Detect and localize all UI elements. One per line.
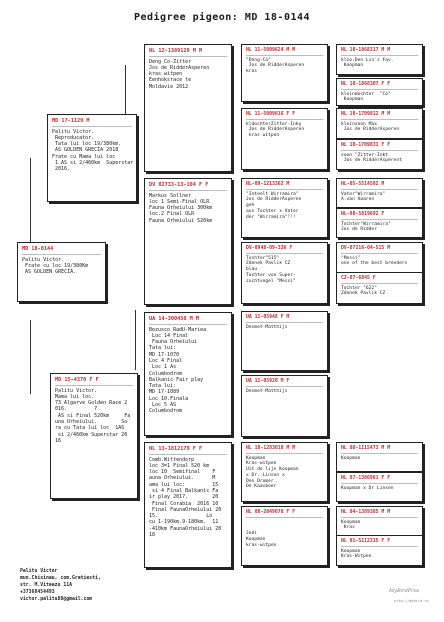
gggp-info: kleindochter "Co" Koopman: [341, 91, 391, 103]
sire-card[interactable]: [47, 114, 137, 202]
sire-ring: MD 17-1129 M: [52, 118, 132, 127]
gg-grandparent-card[interactable]: [336, 535, 423, 566]
gggp-info: "Messi" one of the best breeders: [341, 255, 408, 267]
dam-card[interactable]: [50, 373, 138, 499]
gggp-info: Vater"Wirramira" A.van Haaren: [341, 191, 386, 203]
gggp-info: Tochter "622" Zdenek Pavlik CZ: [341, 285, 386, 297]
connector-line: [30, 320, 31, 394]
ggp-info: kldochterZitter-Inky Jos de RidderAsperen kras witpen: [246, 121, 305, 139]
great-grandparent-card[interactable]: [241, 108, 328, 170]
grandparent-info: Bezusco RadU-Mariea Loc 14 Final Fauna Orheiului Tata lui: MD 17-1070 Loc 4 Final Loc 1 As Columbodrom Balkanic Fair play Tata lui: MD 17-1089 Loc 10.Finala Loc 5 AS Columbodrom: [149, 326, 207, 415]
grandparent-card[interactable]: [144, 442, 232, 568]
grandparent-info: Markus Sollner loc 1 Semi-Final OLR Fauna Orheiului 300km loc.2 Final OLR Fauna Orheiului 520km: [149, 192, 213, 224]
grandparent-card[interactable]: [144, 178, 232, 305]
gggp-ring: NL 10-1709831 F F: [341, 143, 418, 151]
gg-grandparent-card[interactable]: [336, 272, 423, 304]
gggp-info: Koopman: [341, 455, 361, 461]
gggp-info: kleinzoon Max Jos de RidderAsperen: [341, 121, 400, 133]
gg-grandparent-card[interactable]: [336, 442, 423, 472]
gggp-info: Koopman Kras-Witpen: [341, 548, 372, 560]
great-grandparent-card[interactable]: [241, 242, 328, 304]
gg-grandparent-card[interactable]: [336, 44, 423, 75]
ggp-ring: NL 11-5009624 M M: [246, 48, 323, 56]
ggp-ring: UA 11-05920 M F: [246, 379, 323, 387]
gggp-ring: NL 10-1868307 F F: [341, 82, 418, 90]
ggp-info: "Deng-Co" Jos de RidderAsperen kras: [246, 57, 305, 75]
ggp-info: Koopman Kras-witpen Uit de lijn Koopman x Dr. Linsen x Den Dromer. De Kaasboer: [246, 455, 299, 490]
ggp-ring: UA 11-05948 F M: [246, 315, 323, 323]
subject-info: Palitu Victor. Frate cu loc 19/380Km AS GOLDEN GRECIA.: [22, 256, 89, 276]
ggp-ring: NL 08-2049078 F F: [246, 510, 323, 518]
ggp-ring: NL-09-1213362 M: [246, 182, 323, 190]
gggp-ring: NL 04-1389385 M M: [341, 510, 418, 518]
gg-grandparent-card[interactable]: [336, 78, 423, 106]
gggp-ring: NL 07-1386961 F F: [341, 476, 418, 484]
ggp-ring: DV-0948-09-336 F: [246, 246, 323, 254]
gg-grandparent-card[interactable]: [336, 242, 423, 273]
gggp-ring: DV-07216-04-515 M: [341, 246, 418, 254]
gggp-ring: NL-05-5514502 M: [341, 182, 418, 190]
gggp-ring: CZ-07-6845 F: [341, 276, 418, 284]
grandparent-info: Comb.Wittendorp loc 3=1 Final 520 km loc 10 Semifinal F auna Orheiului. M ama lui loc: 15 si 4 Final Balkanic Fa ir play 2017. 20 Final Corabia 2016 10 Final FaunaOrheiului 20 15. Lo cu 1-190km.9-180km. 11 -410km FaunaOrheiului 20 18: [149, 456, 222, 539]
page-title: Pedigree pigeon: MD 18-0144: [133, 12, 311, 23]
great-grandparent-card[interactable]: [241, 506, 328, 566]
subject-card[interactable]: [17, 242, 106, 302]
subject-ring: MD 18-0144: [22, 246, 101, 255]
gg-grandparent-card[interactable]: [336, 178, 423, 208]
connector-line: [125, 65, 126, 115]
ggp-info: Tochter"515" Zdenek Pavlik CZ blau Tochter von Super- zuchtvogel "Messi": [246, 255, 296, 284]
great-grandparent-card[interactable]: [241, 178, 328, 238]
gggp-info: Koopman x Dr Linsen: [341, 485, 394, 491]
great-grandparent-card[interactable]: [241, 44, 328, 102]
ggp-info: Desmet-Matthijs: [246, 324, 288, 330]
ggp-ring: NL 11-5009616 F F: [246, 112, 323, 120]
gggp-info: zoon "Zitter-Inkt Jos de RidderAsperent: [341, 152, 402, 164]
gg-grandparent-card[interactable]: [336, 472, 423, 502]
gggp-info: Koopman Kras: [341, 519, 361, 531]
grandparent-ring: DV 02733-13-104 F F: [149, 182, 227, 191]
gggp-ring: NL-08-5819692 F: [341, 212, 418, 220]
dam-info: Palitu Victor. Mama lui loc. 73 Algarve Golden Race 2 016. 7 AS si Final 520km Fa una Orheiului. So ra cu Tata lui loc 1AS si 2/460km Superstar 20 16: [55, 387, 131, 444]
grandparent-info: Deng Co-Zitter Jos de RidderAsperen kras witpen Eenhoksrace te Moldavie 2012: [149, 58, 210, 90]
ggp-ring: NL 10-1283010 M M: [246, 446, 323, 454]
sire-info: Palitu Victor. Reproducator. Tata lui loc 19/380km. AS GOLDEN GRECIA 2018 Frate cu Mama lui loc 1 AS si 2/460km Superstar 2016.: [52, 128, 134, 173]
grandparent-ring: UA 14-300450 M M: [149, 316, 227, 325]
grandparent-card[interactable]: [144, 312, 232, 436]
gg-grandparent-card[interactable]: [336, 506, 423, 536]
dam-ring: MD 15-4370 F F: [55, 377, 133, 386]
logo: MyBirdPros: [389, 588, 420, 594]
gggp-ring: NL 10-1868317 M M: [341, 48, 418, 56]
gg-grandparent-card[interactable]: [336, 108, 423, 139]
gggp-info: klzo.Den Lin's Fav. Koopman: [341, 57, 394, 69]
logo-url[interactable]: http://mybird.ro: [394, 599, 429, 603]
gggp-ring: NL 08-1115473 M M: [341, 446, 418, 454]
ggp-info: Jodi Koopman kras-witpen: [246, 531, 277, 548]
great-grandparent-card[interactable]: [241, 442, 328, 502]
grandparent-card[interactable]: [144, 44, 232, 172]
ggp-info: Desmet-Matthijs: [246, 388, 288, 394]
great-grandparent-card[interactable]: [241, 311, 328, 371]
breeder-contact: Palitu Victor mun.Chisinau, com.Gratiesti, str. M.Viteazu 11A +37368454493 victor.palitu88@gmail.com: [20, 569, 101, 602]
gggp-info: Tochter"Wirramira" Jos de Ridder: [341, 221, 391, 233]
great-grandparent-card[interactable]: [241, 375, 328, 437]
connector-line: [30, 158, 31, 244]
grandparent-ring: NL 13-1812179 F F: [149, 446, 227, 455]
grandparent-ring: NL 12-1389120 M M: [149, 48, 227, 57]
ggp-info: "Inteelt Wirramira" Jos de RidderAsperen geh aus Tochter x Vater der "Wirramira"!!!: [246, 191, 302, 220]
gg-grandparent-card[interactable]: [336, 139, 423, 170]
connector-line: [135, 310, 136, 370]
gg-grandparent-card[interactable]: [336, 208, 423, 238]
gggp-ring: NL 10-1709812 M M: [341, 112, 418, 120]
gggp-ring: NL 01-5112315 F F: [341, 539, 418, 547]
